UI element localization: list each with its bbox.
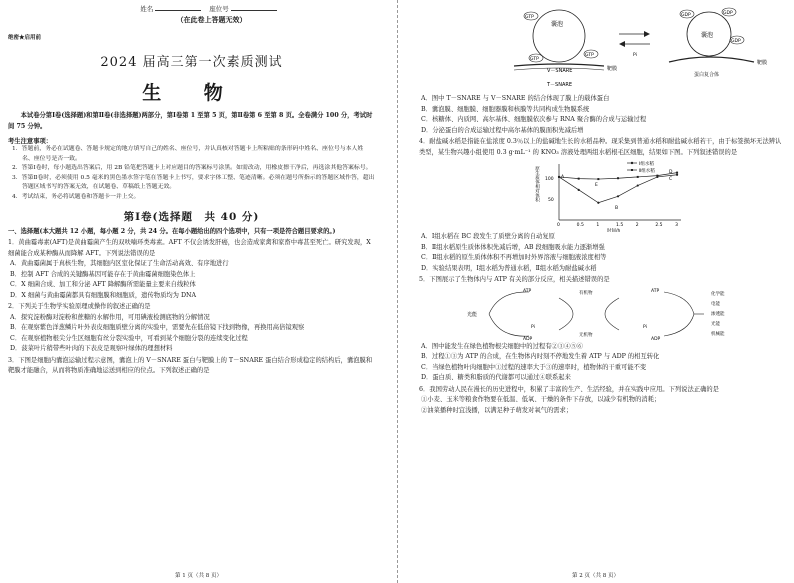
statement-1: ①小麦、玉米等粮食作物要在低温、低氧、干燥的条件下存放，以减少有机物的消耗； — [421, 396, 661, 403]
cycle-arc — [664, 314, 694, 336]
series-point — [578, 178, 580, 180]
target-membrane — [514, 64, 604, 66]
question-5 — [419, 275, 786, 384]
option-a: A．Ⅰ组水稻在 BC 段发生了质壁分离的自动复原 — [421, 233, 555, 240]
arrow-head — [644, 31, 650, 37]
point-label-b: B — [615, 206, 619, 211]
question-stem: 6．我国劳动人民在漫长的历史进程中，积累了丰富的生产、生活经验，并在实践中应用。下列说法正确的是 — [419, 385, 719, 393]
x-tick-label: 0.5 — [576, 223, 584, 228]
point-label-d: D — [669, 170, 673, 175]
section-rule: 一、选择题(本大题共 12 小题，每小题 2 分，共 24 分。在每小题给出的四个选项中，只有一项是符合题目要求的。) — [8, 227, 336, 235]
option-a: A．图中能发生在绿色植物根尖细胞中的过程有②③④⑤⑥ — [421, 342, 583, 350]
notice-list — [8, 145, 375, 203]
cycle-arc — [489, 291, 529, 313]
series-point — [617, 177, 619, 179]
legend-label-2: Ⅱ组水稻 — [639, 169, 655, 174]
option-c: C．Ⅱ组水稻的原生质体体积不再增加时外界溶液与细胞液浓度相等 — [421, 254, 607, 261]
notice-title: 考生注意事项： — [8, 138, 53, 145]
notice-item: 3．答第Ⅱ卷时，必须使用 0.5 毫米的黑色墨水签字笔在答题卡上书写，要求字体工整、笔迹清晰。必须在题号所指示的答题区域作答，超出答题区域书写的答案无效，在试题卷、草稿纸上答题无效。 — [12, 174, 375, 191]
series-point — [676, 174, 678, 176]
series-point — [637, 184, 639, 186]
page-footer: 第 1 页（共 8 页） — [175, 573, 222, 579]
cycle-arc — [559, 298, 573, 330]
x-tick-group — [557, 222, 678, 228]
series-point — [597, 178, 599, 180]
adp-left: ADP — [523, 336, 533, 342]
name-label: 姓名 — [140, 5, 154, 13]
chart-ylabel: 原生质体相对体积 — [534, 166, 540, 202]
option-a: A．黄曲霉菌属于真核生物，其细胞内区室化保证了生命活动高效、有序地进行 — [10, 260, 229, 268]
gtp-label: GTP — [585, 53, 594, 58]
chart-xlabel: 时间/h — [607, 229, 621, 232]
question-stem: 5．下图展示了生物体内与 ATP 有关的部分反应，相关描述错误的是 — [419, 276, 610, 283]
header-note: （在此卷上答题无效） — [176, 15, 247, 24]
inorganic-label: 无机物 — [579, 332, 593, 338]
x-tick-label: 0 — [557, 223, 560, 228]
series-point — [597, 202, 599, 204]
organic-label: 有机物 — [579, 290, 593, 296]
option-d: D．菠菜叶片稍带些叶肉的下表皮是观察叶绿体的理想材料 — [10, 345, 173, 353]
option-a: A．探究淀粉酶对淀粉和蔗糖的水解作用，可用碘液检测底物的分解情况 — [10, 313, 210, 321]
series-point — [558, 176, 560, 178]
vesicle-label: 囊泡 — [701, 32, 714, 39]
point-label-c: C — [669, 177, 673, 182]
cycle-arc — [489, 314, 529, 336]
x-tick-label: 2 — [635, 223, 639, 228]
x-tick-label: 1 — [596, 223, 600, 228]
question-3-options — [419, 94, 786, 136]
atp-left: ATP — [523, 288, 532, 294]
question-4 — [419, 137, 786, 274]
y-tick-label: 100 — [545, 177, 554, 182]
atp-diagram — [419, 286, 786, 342]
exam-intro: 本试卷分第Ⅰ卷(选择题)和第Ⅱ卷(非选择题)两部分，第Ⅰ卷第 1 至第 5 页，第Ⅱ卷第 6 至第 8 页。全卷满分 100 分，考试时间 75 分钟。 — [8, 112, 373, 130]
arrow-head — [619, 41, 625, 47]
question-2 — [8, 302, 375, 355]
question-stem: 2．下列关于生物学实验原理或操作的叙述正确的是 — [8, 303, 151, 311]
exam-title: 2024 届高三第一次素质测试 — [100, 55, 283, 70]
q4-chart — [419, 158, 786, 232]
vesicle-label: 囊泡 — [551, 21, 564, 28]
name-blank[interactable] — [155, 10, 201, 11]
cycle-arc — [605, 298, 619, 330]
page-footer: 第 2 页（共 8 页） — [572, 573, 619, 579]
student-info-line — [48, 4, 375, 13]
option-b: B．在观察紫色洋葱鳞片叶外表皮细胞质壁分离的实验中，需要先在低倍镜下找到物像，再换用高倍镜观察 — [10, 324, 305, 332]
question-stem: 4．耐盐碱水稻是指能在盐浓度 0.3％以上的盐碱地生长的水稻品种。现采集到普通水稻和耐盐碱水稻若干，由于标签损坏无法辨认类型，某生物兴趣小组使用 0.3 g·mL⁻¹ 的 KNO₃ 溶液处理两组水稻根毛区细胞，结果如下图。下列叙述错误的是 — [419, 138, 782, 156]
t-snare-label: T－SNARE — [547, 82, 573, 88]
point-label-e: E — [595, 183, 598, 188]
notice-item: 2．答第Ⅰ卷时，每小题选出答案后，用 2B 铅笔把答题卡上对应题目的答案标号涂黑。如需改动，用橡皮擦干净后，再选涂其他答案标号。 — [12, 165, 372, 172]
option-b: B．囊泡膜、细胞膜、细胞器膜和核膜等共同构成生物膜系统 — [421, 105, 590, 113]
x-tick-label: 2.5 — [655, 223, 663, 228]
series-point — [617, 195, 619, 197]
cycle-arc — [664, 292, 694, 314]
question-6 — [419, 385, 786, 417]
gtp-label: GTP — [525, 15, 534, 20]
series-point — [637, 176, 639, 178]
series-point — [676, 172, 678, 174]
energy-label: 化学能 — [711, 291, 725, 297]
option-d: D．X 细菌与黄曲霉菌都具有细胞膜和细胞质，遗传物质均为 DNA — [10, 291, 197, 299]
atp-right: ATP — [651, 288, 660, 294]
secret-mark: 绝密★启用前 — [8, 35, 42, 41]
option-c: C．核糖体、内质网、高尔基体、细胞膜依次参与 RNA 聚合酶的合成与运输过程 — [421, 116, 647, 123]
option-b: B．Ⅱ组水稻原生质体体积先减后增，AB 段细胞吸水能力逐渐增强 — [421, 243, 605, 251]
energy-label: 电能 — [711, 301, 720, 307]
target-label: 靶膜 — [607, 66, 618, 72]
option-c: C．当绿色植物叶肉细胞中①过程的速率大于③的速率时，植物体的干重可能不变 — [421, 363, 647, 371]
legend-label-1: Ⅰ组水稻 — [639, 162, 654, 167]
pi-right: Pi — [643, 324, 647, 330]
x-tick-label: 1.5 — [616, 223, 624, 228]
option-c: C．X 细菌合成、加工和分泌 AFT 降解酶所需能量主要来自线粒体 — [10, 281, 196, 289]
question-stem: 1．黄曲霉毒素(AFT)是黄曲霉菌产生的双呋喃环类毒素。AFT 不仅会诱发肝癌，也会造成家禽和家畜中毒甚至死亡。研究发现，X 细菌能合成某种酶从而降解 AFT。下列说法错误的是 — [8, 239, 371, 257]
target-membrane — [669, 57, 754, 62]
legend-marker-1 — [631, 162, 633, 164]
pi-left: Pi — [531, 324, 535, 330]
option-d: D．分泌蛋白的合成运输过程中高尔基体的膜面积先减后增 — [421, 126, 584, 134]
gdp-label: GDP — [731, 39, 741, 44]
subject-title: 生 物 — [142, 82, 241, 104]
question-3 — [8, 356, 375, 377]
vesicle-circle — [533, 10, 585, 62]
light-label: 光能 — [467, 311, 478, 318]
complex-label: 蛋白复合体 — [694, 72, 720, 78]
section-title: 第Ⅰ卷(选择题 共 40 分) — [123, 210, 260, 223]
gdp-label: GDP — [723, 11, 733, 16]
pi-label: Pi — [633, 53, 637, 58]
atp-svg — [419, 286, 786, 342]
energy-label: 光能 — [711, 321, 720, 327]
option-d: D．蛋白质、糖类和脂质的代谢都可以通过④联系起来 — [421, 374, 571, 381]
statement-2: ②油菜播种时宜浅播，以满足种子萌发对氧气的需求； — [421, 406, 573, 414]
option-b: B．控制 AFT 合成的关键酶基因可能存在于黄曲霉菌细胞染色体上 — [10, 270, 196, 278]
option-a: A．图中 T－SNARE 与 V－SNARE 的结合体现了膜上的载体蛋白 — [421, 95, 610, 102]
seat-label: 座位号 — [209, 5, 229, 13]
x-tick-label: 3 — [675, 223, 678, 228]
v-snare-label: V－SNARE — [547, 68, 573, 74]
vesicle-diagram — [419, 4, 786, 94]
series-group — [558, 172, 678, 204]
question-stem: 3．下图是细胞内囊泡运输过程示意图，囊泡上的 V－SNARE 蛋白与靶膜上的 T－SNARE 蛋白结合形成稳定的结构后，囊泡膜和靶膜才能融合，从而将物质准确地运送到相应的位点。下列叙述正确的是 — [8, 356, 373, 375]
gdp-label: GDP — [681, 13, 691, 18]
option-c: C．在观察植物根尖分生区细胞有丝分裂实验中，可看到某个细胞分裂的连续变化过程 — [10, 334, 248, 342]
series-point — [656, 175, 658, 177]
energy-label: 渗透能 — [711, 311, 725, 317]
adp-right: ADP — [651, 336, 661, 342]
series-point — [578, 189, 580, 191]
option-d: D．实验结果表明，Ⅰ组水稻为普通水稻，Ⅱ组水稻为耐盐碱水稻 — [421, 264, 597, 272]
point-label-a: A — [561, 175, 565, 180]
notice-item: 4．考试结束，务必将试题卷和答题卡一并上交。 — [12, 193, 140, 200]
question-1 — [8, 238, 375, 301]
gtp-label: GTP — [530, 57, 539, 62]
chart-svg — [419, 158, 786, 232]
right-page — [397, 0, 794, 583]
notice-item: 1．答题前，务必在试题卷、答题卡规定的地方填写自己的姓名、座位号，并认真核对答题卡上所粘贴的条形码中姓名、座位号与本人姓名、座位号是否一致。 — [12, 146, 364, 162]
legend-marker-2 — [631, 169, 633, 171]
option-b: B．过程①③为 ATP 的合成，在生物体内时刻不停地发生着 ATP 与 ADP 的相互转化 — [421, 353, 660, 360]
seat-blank[interactable] — [231, 10, 277, 11]
target-label: 靶膜 — [757, 60, 768, 66]
y-tick-label: 50 — [548, 198, 554, 203]
vesicle-svg — [419, 4, 786, 94]
energy-label: 机械能 — [711, 331, 725, 337]
